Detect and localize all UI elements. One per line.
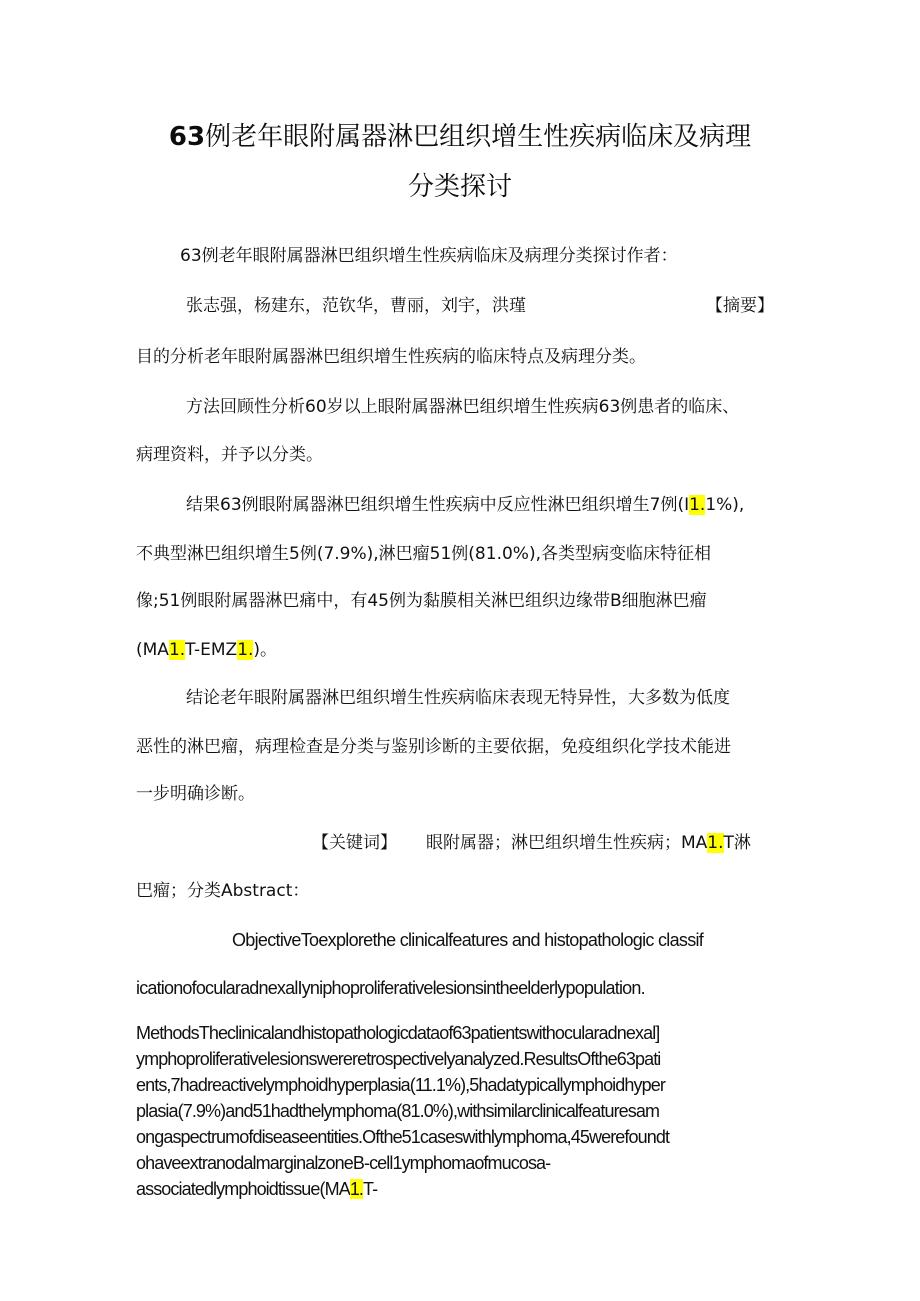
highlighted-text: 1. xyxy=(237,640,254,660)
results-line-4 xyxy=(136,635,277,660)
document-title-line1 xyxy=(0,116,920,153)
conclusion-line-1: 结论老年眼附属器淋巴组织增生性疾病临床表现无特异性，大多数为低度 xyxy=(186,688,730,708)
intro-line: 63例老年眼附属器淋巴组织增生性疾病临床及病理分类探讨作者： xyxy=(180,246,678,266)
highlighted-text: 1. xyxy=(349,1179,364,1199)
english-text-9b: T- xyxy=(363,1179,378,1199)
english-line-4: ymphoproliferativelesionswereretrospectivelyanalyzed.ResultsOfthe63pati xyxy=(136,1049,661,1069)
keywords-after: T淋 xyxy=(723,833,751,853)
english-line-2: icationofocularadnexalIyniphoproliferativelesionsintheelderlypopulation. xyxy=(136,978,645,998)
highlighted-text: 1. xyxy=(168,640,186,660)
results-line-2: 不典型淋巴组织增生5例(7.9%),淋巴瘤51例(81.0%),各类型病变临床特征相 xyxy=(136,544,711,564)
title-text: 例老年眼附属器淋巴组织增生性疾病临床及病理 xyxy=(205,122,752,152)
abstract-label: 【摘要】 xyxy=(706,296,774,316)
methods-line-2: 病理资料，并予以分类。 xyxy=(136,445,323,465)
english-line-6: plasia(7.9%)and51hadthelymphoma(81.0%),withsimilarclinicalfeaturesam xyxy=(136,1101,660,1121)
title-number: 63 xyxy=(168,122,206,152)
keywords-line-2: 巴瘤；分类Abstract： xyxy=(136,881,310,901)
highlighted-text: 1. xyxy=(707,833,724,853)
english-line-3: MethodsTheclinicalandhistopathologicdataof63patientswithocularadnexal] xyxy=(136,1023,660,1043)
english-line-1: ObjectiveToexplorethe clinicalfeatures and histopathologic classif xyxy=(232,930,704,950)
results-text-4b: T-EMZ xyxy=(185,640,238,660)
keywords-line-1 xyxy=(426,828,751,853)
english-line-7: ongaspectrumofdiseaseentities.Ofthe51caseswithlymphoma,45werefoundt xyxy=(136,1127,670,1147)
authors-line: 张志强，杨建东，范钦华，曹丽，刘宇，洪瑾 xyxy=(186,296,526,316)
results-text-4c: )。 xyxy=(253,640,278,660)
conclusion-line-3: 一步明确诊断。 xyxy=(136,784,255,804)
english-line-5: ents,7hadreactivelymphoidhyperplasia(11.1%),5hadatypicallymphoidhyper xyxy=(136,1075,665,1095)
objective-line: 目的分析老年眼附属器淋巴组织增生性疾病的临床特点及病理分类。 xyxy=(136,347,646,367)
methods-line-1: 方法回顾性分析60岁以上眼附属器淋巴组织增生性疾病63例患者的临床、 xyxy=(186,397,740,417)
conclusion-line-2: 恶性的淋巴瘤，病理检查是分类与鉴别诊断的主要依据，免疫组织化学技术能进 xyxy=(136,737,731,757)
english-line-8: ohaveextranodalmarginalzoneB-cell1ymphomaofmucosa- xyxy=(136,1153,551,1173)
keywords-label: 【关键词】 xyxy=(312,833,397,853)
keywords-text: 眼附属器；淋巴组织增生性疾病；MA xyxy=(426,833,708,853)
results-text-1b: 1%), xyxy=(705,495,745,515)
results-text-1a: 结果63例眼附属器淋巴组织增生性疾病中反应性淋巴组织增生7例(I xyxy=(186,495,690,515)
results-line-1 xyxy=(186,490,744,515)
highlighted-text: 1. xyxy=(689,495,706,515)
results-line-3: 像;51例眼附属器淋巴痛中，有45例为黏膜相关淋巴组织边缘带B细胞淋巴瘤 xyxy=(136,591,707,611)
english-line-9 xyxy=(136,1179,377,1200)
english-text-9a: associatedlymphoidtissue(MA xyxy=(136,1179,350,1199)
results-text-4a: (MA xyxy=(136,640,169,660)
document-title-line2: 分类探讨 xyxy=(407,172,512,202)
